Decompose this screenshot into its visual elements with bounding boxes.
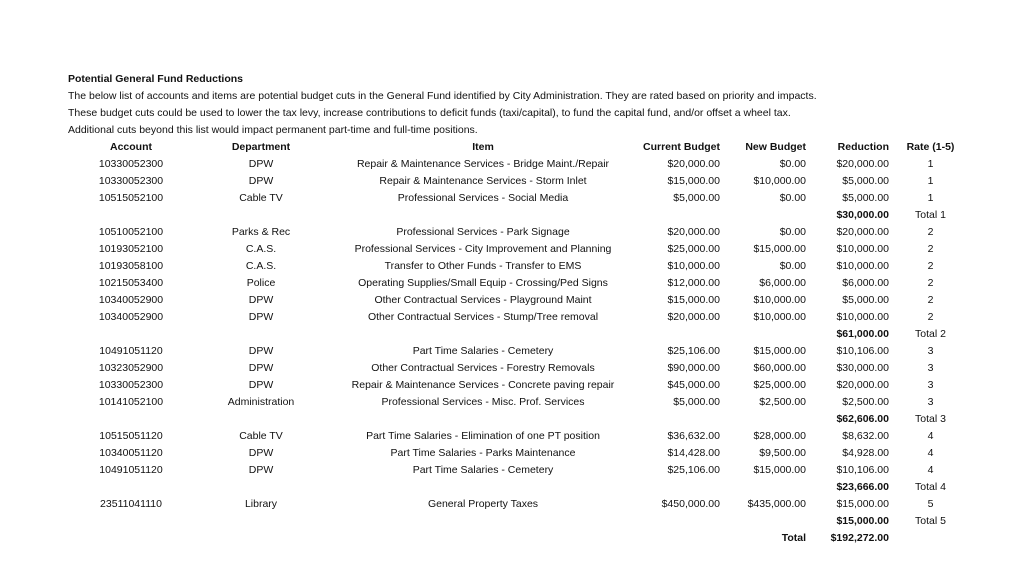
empty-cell bbox=[328, 530, 638, 547]
table-row bbox=[68, 496, 968, 513]
cell-reduction: $30,000.00 bbox=[836, 362, 889, 374]
cell-department: DPW bbox=[248, 158, 274, 170]
cell-current-budget: $20,000.00 bbox=[667, 311, 720, 323]
cell-new-budget: $10,000.00 bbox=[753, 175, 806, 187]
cell-department: C.A.S. bbox=[245, 243, 277, 255]
cell-reduction: $5,000.00 bbox=[842, 294, 889, 306]
empty-cell bbox=[194, 479, 328, 496]
table-row bbox=[68, 309, 968, 326]
cell-department: DPW bbox=[248, 345, 274, 357]
cell-reduction: $20,000.00 bbox=[836, 379, 889, 391]
empty-cell bbox=[68, 513, 194, 530]
empty-cell bbox=[194, 207, 328, 224]
empty-cell bbox=[724, 207, 810, 224]
cell-reduction: $8,632.00 bbox=[842, 430, 889, 442]
col-header-department: Department bbox=[231, 141, 291, 153]
cell-current-budget: $5,000.00 bbox=[673, 396, 720, 408]
empty-cell bbox=[68, 326, 194, 343]
table-row bbox=[68, 292, 968, 309]
cell-rate: 3 bbox=[927, 345, 934, 357]
cell-new-budget: $60,000.00 bbox=[753, 362, 806, 374]
empty-cell bbox=[638, 479, 724, 496]
cell-current-budget: $90,000.00 bbox=[667, 362, 720, 374]
cell-rate: 3 bbox=[927, 396, 934, 408]
cell-item: Other Contractual Services - Stump/Tree removal bbox=[367, 311, 599, 323]
cell-new-budget: $6,000.00 bbox=[759, 277, 806, 289]
cell-rate: 3 bbox=[927, 362, 934, 374]
cell-reduction: $20,000.00 bbox=[836, 226, 889, 238]
cell-reduction: $10,000.00 bbox=[836, 311, 889, 323]
cell-rate: 2 bbox=[927, 294, 934, 306]
cell-department: DPW bbox=[248, 447, 274, 459]
cell-new-budget: $15,000.00 bbox=[753, 243, 806, 255]
empty-cell bbox=[68, 479, 194, 496]
cell-reduction: $15,000.00 bbox=[836, 498, 889, 510]
cell-department: Parks & Rec bbox=[231, 226, 291, 238]
cell-account: 10330052300 bbox=[98, 175, 164, 187]
cell-new-budget: $10,000.00 bbox=[753, 294, 806, 306]
cell-department: DPW bbox=[248, 311, 274, 323]
cell-new-budget: $435,000.00 bbox=[747, 498, 806, 510]
empty-cell bbox=[328, 479, 638, 496]
col-header-item: Item bbox=[472, 141, 494, 153]
group-total-value: $62,606.00 bbox=[836, 413, 889, 425]
cell-new-budget: $0.00 bbox=[779, 260, 806, 272]
cell-department: Police bbox=[246, 277, 276, 289]
empty-cell bbox=[328, 326, 638, 343]
cell-rate: 4 bbox=[927, 464, 934, 476]
empty-cell bbox=[328, 411, 638, 428]
cell-account: 10491051120 bbox=[99, 345, 163, 357]
cell-rate: 1 bbox=[927, 158, 934, 170]
table-row bbox=[68, 377, 968, 394]
empty-cell bbox=[194, 513, 328, 530]
group-total-row bbox=[68, 513, 968, 530]
cell-department: DPW bbox=[248, 379, 274, 391]
cell-current-budget: $25,106.00 bbox=[667, 345, 720, 357]
table-row bbox=[68, 343, 968, 360]
cell-new-budget: $0.00 bbox=[779, 192, 806, 204]
cell-department: Library bbox=[244, 498, 278, 510]
cell-new-budget: $15,000.00 bbox=[753, 464, 806, 476]
cell-account: 10330052300 bbox=[98, 158, 164, 170]
cell-department: C.A.S. bbox=[245, 260, 277, 272]
cell-rate: 2 bbox=[927, 260, 934, 272]
empty-cell bbox=[68, 207, 194, 224]
table-row bbox=[68, 173, 968, 190]
cell-item: Other Contractual Services - Playground Maint bbox=[374, 294, 592, 306]
empty-cell bbox=[638, 513, 724, 530]
table-row bbox=[68, 156, 968, 173]
table-row bbox=[68, 275, 968, 292]
empty-cell bbox=[893, 530, 968, 547]
cell-account: 10491051120 bbox=[99, 464, 163, 476]
empty-cell bbox=[638, 530, 724, 547]
cell-item: Professional Services - Misc. Prof. Services bbox=[381, 396, 585, 408]
group-total-value: $23,666.00 bbox=[836, 481, 889, 493]
group-total-row bbox=[68, 326, 968, 343]
col-header-rate: Rate (1-5) bbox=[906, 141, 955, 153]
cell-item: Operating Supplies/Small Equip - Crossing/Ped Signs bbox=[358, 277, 608, 289]
cell-rate: 1 bbox=[927, 175, 934, 187]
cell-item: Repair & Maintenance Services - Bridge Maint./Repair bbox=[356, 158, 610, 170]
cell-item: Professional Services - Social Media bbox=[397, 192, 569, 204]
cell-rate: 5 bbox=[927, 498, 934, 510]
empty-cell bbox=[724, 513, 810, 530]
cell-account: 10141052100 bbox=[98, 396, 164, 408]
col-header-account: Account bbox=[110, 141, 152, 153]
cell-new-budget: $28,000.00 bbox=[753, 430, 806, 442]
cell-department: DPW bbox=[248, 175, 274, 187]
cell-new-budget: $2,500.00 bbox=[759, 396, 806, 408]
cell-department: DPW bbox=[248, 294, 274, 306]
empty-cell bbox=[638, 207, 724, 224]
cell-rate: 2 bbox=[927, 277, 934, 289]
empty-cell bbox=[724, 411, 810, 428]
cell-item: Repair & Maintenance Services - Concrete paving repair bbox=[351, 379, 615, 391]
col-header-reduction: Reduction bbox=[837, 141, 889, 153]
group-total-value: $61,000.00 bbox=[836, 328, 889, 340]
cell-reduction: $10,000.00 bbox=[836, 243, 889, 255]
empty-cell bbox=[328, 207, 638, 224]
cell-current-budget: $36,632.00 bbox=[667, 430, 720, 442]
grand-total-row bbox=[68, 530, 968, 547]
reductions-table bbox=[68, 139, 968, 547]
cell-account: 10515051120 bbox=[99, 430, 163, 442]
cell-item: Other Contractual Services - Forestry Removals bbox=[371, 362, 595, 374]
table-row bbox=[68, 462, 968, 479]
cell-rate: 2 bbox=[927, 226, 934, 238]
group-total-value: $15,000.00 bbox=[836, 515, 889, 527]
cell-current-budget: $12,000.00 bbox=[667, 277, 720, 289]
empty-cell bbox=[724, 326, 810, 343]
cell-reduction: $6,000.00 bbox=[842, 277, 889, 289]
cell-new-budget: $0.00 bbox=[779, 158, 806, 170]
empty-cell bbox=[194, 411, 328, 428]
empty-cell bbox=[724, 479, 810, 496]
cell-new-budget: $9,500.00 bbox=[759, 447, 806, 459]
group-total-label: Total 5 bbox=[915, 515, 946, 527]
empty-cell bbox=[68, 530, 194, 547]
table-row bbox=[68, 394, 968, 411]
table-row bbox=[68, 224, 968, 241]
group-total-value: $30,000.00 bbox=[836, 209, 889, 221]
cell-account: 10330052300 bbox=[98, 379, 164, 391]
cell-item: Professional Services - City Improvement and Planning bbox=[354, 243, 612, 255]
cell-current-budget: $450,000.00 bbox=[661, 498, 720, 510]
group-total-label: Total 4 bbox=[915, 481, 946, 493]
cell-current-budget: $15,000.00 bbox=[667, 294, 720, 306]
col-header-new-budget: New Budget bbox=[745, 141, 806, 153]
cell-current-budget: $25,106.00 bbox=[667, 464, 720, 476]
cell-account: 10340051120 bbox=[99, 447, 163, 459]
cell-account: 10193052100 bbox=[98, 243, 164, 255]
cell-new-budget: $0.00 bbox=[779, 226, 806, 238]
cell-current-budget: $15,000.00 bbox=[667, 175, 720, 187]
cell-current-budget: $25,000.00 bbox=[667, 243, 720, 255]
cell-rate: 2 bbox=[927, 311, 934, 323]
cell-current-budget: $20,000.00 bbox=[667, 226, 720, 238]
table-row bbox=[68, 360, 968, 377]
intro-line-1: The below list of accounts and items are potential budget cuts in the General Fund identified by City Administration. They are rated based on priority and impacts. bbox=[68, 90, 817, 102]
empty-cell bbox=[638, 326, 724, 343]
cell-account: 10340052900 bbox=[98, 294, 164, 306]
group-total-label: Total 1 bbox=[915, 209, 946, 221]
cell-account: 10193058100 bbox=[98, 260, 164, 272]
cell-reduction: $5,000.00 bbox=[842, 175, 889, 187]
cell-item: Professional Services - Park Signage bbox=[396, 226, 570, 238]
cell-item: Part Time Salaries - Parks Maintenance bbox=[390, 447, 576, 459]
cell-reduction: $20,000.00 bbox=[836, 158, 889, 170]
table-body bbox=[68, 156, 968, 547]
cell-reduction: $10,106.00 bbox=[836, 345, 889, 357]
cell-reduction: $5,000.00 bbox=[842, 192, 889, 204]
cell-rate: 4 bbox=[927, 430, 934, 442]
grand-total-value: $192,272.00 bbox=[830, 532, 889, 544]
empty-cell bbox=[638, 411, 724, 428]
cell-item: Transfer to Other Funds - Transfer to EMS bbox=[384, 260, 582, 272]
table-row bbox=[68, 258, 968, 275]
cell-rate: 4 bbox=[927, 447, 934, 459]
intro-line-2: These budget cuts could be used to lower the tax levy, increase contributions to deficit funds (taxi/capital), to fund the capital fund, and/or offset a wheel tax. bbox=[68, 107, 791, 119]
cell-department: DPW bbox=[248, 362, 274, 374]
table-row bbox=[68, 190, 968, 207]
cell-department: DPW bbox=[248, 464, 274, 476]
cell-reduction: $2,500.00 bbox=[842, 396, 889, 408]
cell-reduction: $10,106.00 bbox=[836, 464, 889, 476]
empty-cell bbox=[328, 513, 638, 530]
cell-account: 10215053400 bbox=[98, 277, 164, 289]
cell-rate: 3 bbox=[927, 379, 934, 391]
page-title: Potential General Fund Reductions bbox=[68, 73, 244, 85]
empty-cell bbox=[194, 326, 328, 343]
cell-rate: 1 bbox=[927, 192, 934, 204]
table-row bbox=[68, 428, 968, 445]
cell-current-budget: $45,000.00 bbox=[667, 379, 720, 391]
group-total-row bbox=[68, 207, 968, 224]
cell-department: Cable TV bbox=[239, 430, 283, 442]
cell-account: 10515052100 bbox=[98, 192, 164, 204]
cell-item: Part Time Salaries - Cemetery bbox=[412, 345, 554, 357]
empty-cell bbox=[68, 411, 194, 428]
cell-rate: 2 bbox=[927, 243, 934, 255]
cell-item: Part Time Salaries - Cemetery bbox=[412, 464, 554, 476]
group-total-label: Total 3 bbox=[915, 413, 946, 425]
group-total-label: Total 2 bbox=[915, 328, 946, 340]
col-header-current-budget: Current Budget bbox=[643, 141, 720, 153]
cell-new-budget: $15,000.00 bbox=[753, 345, 806, 357]
cell-item: Part Time Salaries - Elimination of one PT position bbox=[366, 430, 600, 442]
cell-current-budget: $10,000.00 bbox=[667, 260, 720, 272]
cell-item: General Property Taxes bbox=[427, 498, 539, 510]
group-total-row bbox=[68, 479, 968, 496]
cell-current-budget: $14,428.00 bbox=[667, 447, 720, 459]
group-total-row bbox=[68, 411, 968, 428]
cell-item: Repair & Maintenance Services - Storm Inlet bbox=[379, 175, 587, 187]
table-row bbox=[68, 445, 968, 462]
cell-current-budget: $20,000.00 bbox=[667, 158, 720, 170]
header-row bbox=[68, 139, 968, 156]
cell-account: 10323052900 bbox=[98, 362, 164, 374]
cell-department: Cable TV bbox=[239, 192, 283, 204]
cell-reduction: $4,928.00 bbox=[842, 447, 889, 459]
cell-new-budget: $25,000.00 bbox=[753, 379, 806, 391]
cell-department: Administration bbox=[227, 396, 295, 408]
grand-total-label: Total bbox=[781, 532, 806, 544]
intro-line-3: Additional cuts beyond this list would impact permanent part-time and full-time positions. bbox=[68, 124, 478, 136]
table-row bbox=[68, 241, 968, 258]
cell-account: 23511041110 bbox=[100, 498, 162, 510]
cell-reduction: $10,000.00 bbox=[836, 260, 889, 272]
empty-cell bbox=[194, 530, 328, 547]
cell-new-budget: $10,000.00 bbox=[753, 311, 806, 323]
cell-current-budget: $5,000.00 bbox=[673, 192, 720, 204]
cell-account: 10340052900 bbox=[98, 311, 164, 323]
cell-account: 10510052100 bbox=[98, 226, 164, 238]
